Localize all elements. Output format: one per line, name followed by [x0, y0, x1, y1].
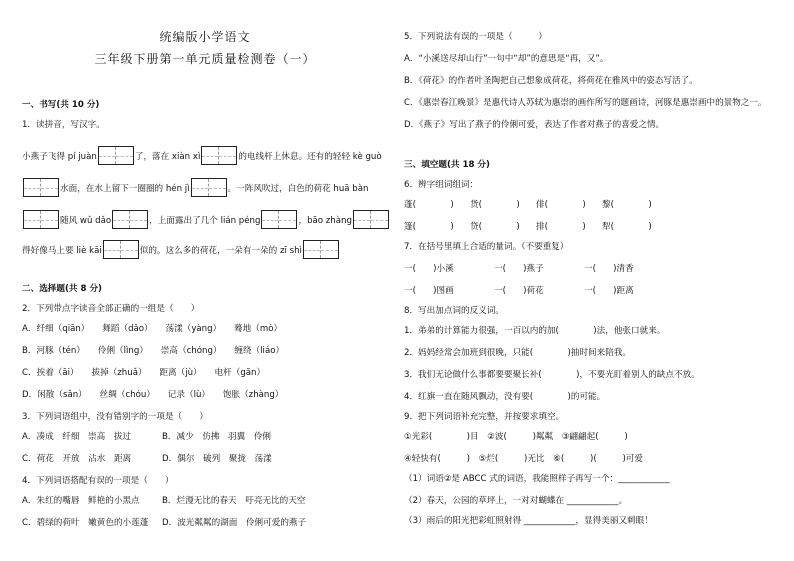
q2-option-a: A．纤细（qiān） 舞蹈（dǎo） 荡漾（yàng） 蓦地（mò） [22, 324, 283, 334]
q1-line-4: 得好像马上要 liè kāi 似的。这么多的荷花，一朵有一朵的 zī shì [22, 240, 340, 259]
q9-row-1[interactable]: ①光彩( )目 ②波( )粼粼 ③翩翩起( ) [404, 432, 628, 442]
q7-item[interactable]: 一( )荷花 [494, 286, 544, 296]
q5-option-d: D．《燕子》写出了燕子的伶俐可爱，表达了作者对燕子的喜爱之情。 [404, 120, 665, 130]
q8-item-4[interactable]: 4．红旗一直在随风飘动，没有要( )的可能。 [404, 392, 606, 402]
q8-item-2[interactable]: 2．妈妈经常会加班到很晚，只能( )抽时间来陪我。 [404, 348, 632, 358]
q1-line-2: 水面，在水上留下一圈圈的 hén jì 。一阵风吹过，白色的荷花 huā bàn [22, 178, 368, 197]
q9-item-2[interactable]: （2）春天，公园的草坪上，一对对蝴蝶在 ____________。 [404, 496, 628, 506]
q9-prompt: 9．把下列词语补充完整，并按要求填空。 [404, 412, 565, 422]
writing-grid[interactable] [23, 178, 59, 197]
q6-item[interactable]: 货( ) [470, 200, 520, 210]
q3-option-d: D．偶尔 破列 聚拢 荡漾 [162, 454, 272, 464]
q6-item[interactable]: 犁( ) [602, 222, 652, 232]
q4-option-a: A．朱红的嘴唇 鲜艳的小黑点 [22, 496, 140, 506]
writing-grid[interactable] [23, 210, 59, 229]
q7-item[interactable]: 一( )距离 [584, 286, 634, 296]
writing-grid[interactable] [261, 210, 297, 229]
q2-option-b: B．河豚（tén） 伶俐（lìng） 崇高（chóng） 缠绕（liáo） [22, 346, 285, 356]
writing-grid[interactable] [353, 210, 389, 229]
title-line-1: 统编版小学语文 [159, 30, 251, 44]
q7-item[interactable]: 一( )图画 [404, 286, 454, 296]
q4-option-c: C．碧绿的荷叶 嫩黄色的小莲蓬 [22, 518, 149, 528]
q7-prompt: 7．在括号里填上合适的量词。（不要重复） [404, 242, 569, 252]
q3-option-a: A．凑成 纤细 崇高 拔过 [22, 432, 132, 442]
q8-prompt: 8．写出加点词的反义词。 [404, 306, 504, 316]
q3-option-c: C．荷花 开放 沾水 距离 [22, 454, 132, 464]
writing-grid[interactable] [201, 146, 237, 165]
writing-grid[interactable] [103, 240, 139, 259]
q6-prompt: 6．辨字组词组词： [404, 180, 479, 190]
q1-line-1: 小燕子飞得 pí juàn 了，落在 xiàn xì 的电线杆上休息。还有的轻轻 kè guò [22, 146, 382, 165]
q8-item-3[interactable]: 3．我们无论做什么事都要要聚长补( )，不要光盯着别人的缺点不放。 [404, 370, 700, 380]
writing-grid[interactable] [98, 146, 134, 165]
q5-option-b: B．《荷花》的作者叶圣陶把自己想象成荷花，将荷花在雅风中的姿态写活了。 [404, 76, 698, 86]
q6-item[interactable]: 贷( ) [470, 222, 520, 232]
q6-item[interactable]: 篷( ) [404, 222, 454, 232]
q4-prompt: 4．下列词语搭配有误的一项是（ ） [22, 476, 174, 486]
q7-item[interactable]: 一( )清香 [584, 264, 634, 274]
section-fill: 三、填空题(共 18 分) [404, 160, 490, 170]
section-choice: 二、选择题(共 8 分) [22, 284, 102, 294]
writing-grid[interactable] [191, 178, 227, 197]
title-line-2: 三年级下册第一单元质量检测卷（一） [94, 52, 316, 66]
q6-item[interactable]: 蓬( ) [404, 200, 454, 210]
q2-prompt: 2．下列带点字读音全部正确的一组是（ ） [22, 304, 200, 314]
q7-item[interactable]: 一( )小溪 [404, 264, 454, 274]
q6-item[interactable]: 俳( ) [536, 200, 586, 210]
q6-item[interactable]: 排( ) [536, 222, 586, 232]
q3-option-b: B．减少 仿拂 羽翼 伶俐 [162, 432, 272, 442]
q5-prompt: 5．下列说法有误的一项是（ ） [404, 32, 547, 42]
q8-item-1[interactable]: 1．弟弟的计算能力很强，一百以内的加( )法，他张口就来。 [404, 326, 666, 336]
q2-option-c: C．挨着（āi） 拔掉（zhuǎ） 距离（jù） 电杆（gān） [22, 368, 266, 378]
q4-option-b: B．烂漫无比的春天 吁亮无比的天空 [162, 496, 306, 506]
q7-item[interactable]: 一( )燕子 [494, 264, 544, 274]
q9-row-2[interactable]: ④轻快有( ) ⑤烂( )无比 ⑥( )( )可爱 [404, 454, 643, 464]
q1-prompt: 1．读拼音，写汉字。 [22, 120, 105, 130]
q5-option-a: A．“小溪送尽却山行”一句中“却”的意思是“再，又”。 [404, 54, 609, 64]
section-writing: 一、书写(共 10 分) [22, 100, 100, 110]
q2-option-d: D．闲散（sǎn） 丝绸（chóu） 记录（lù） 饱胀（zhàng） [22, 390, 284, 400]
writing-grid[interactable] [112, 210, 148, 229]
q1-line-3: 随风 wǔ dǎo ，上面露出了几个 lián péng ，bāo zhàng [22, 210, 390, 229]
q4-option-d: D．波光粼粼的湖面 伶俐可爱的燕子 [162, 518, 307, 528]
writing-grid[interactable] [303, 240, 339, 259]
q6-item[interactable]: 黎( ) [602, 200, 652, 210]
q9-item-3[interactable]: （3）雨后的阳光把彩虹照射得 ____________，显得美丽又刺眼！ [404, 516, 653, 526]
q3-prompt: 3．下列词语组中，没有错别字的一项是（ ） [22, 412, 208, 422]
q5-option-c: C．《惠崇春江晚景》是惠代诗人苏轼为惠崇的画作所写的题画诗，河豚是惠崇画中的景物之一。 [404, 98, 767, 108]
q9-item-1[interactable]: （1）词语②是 ABCC 式的词语，我能照样子再写一个：____________ [404, 474, 670, 484]
